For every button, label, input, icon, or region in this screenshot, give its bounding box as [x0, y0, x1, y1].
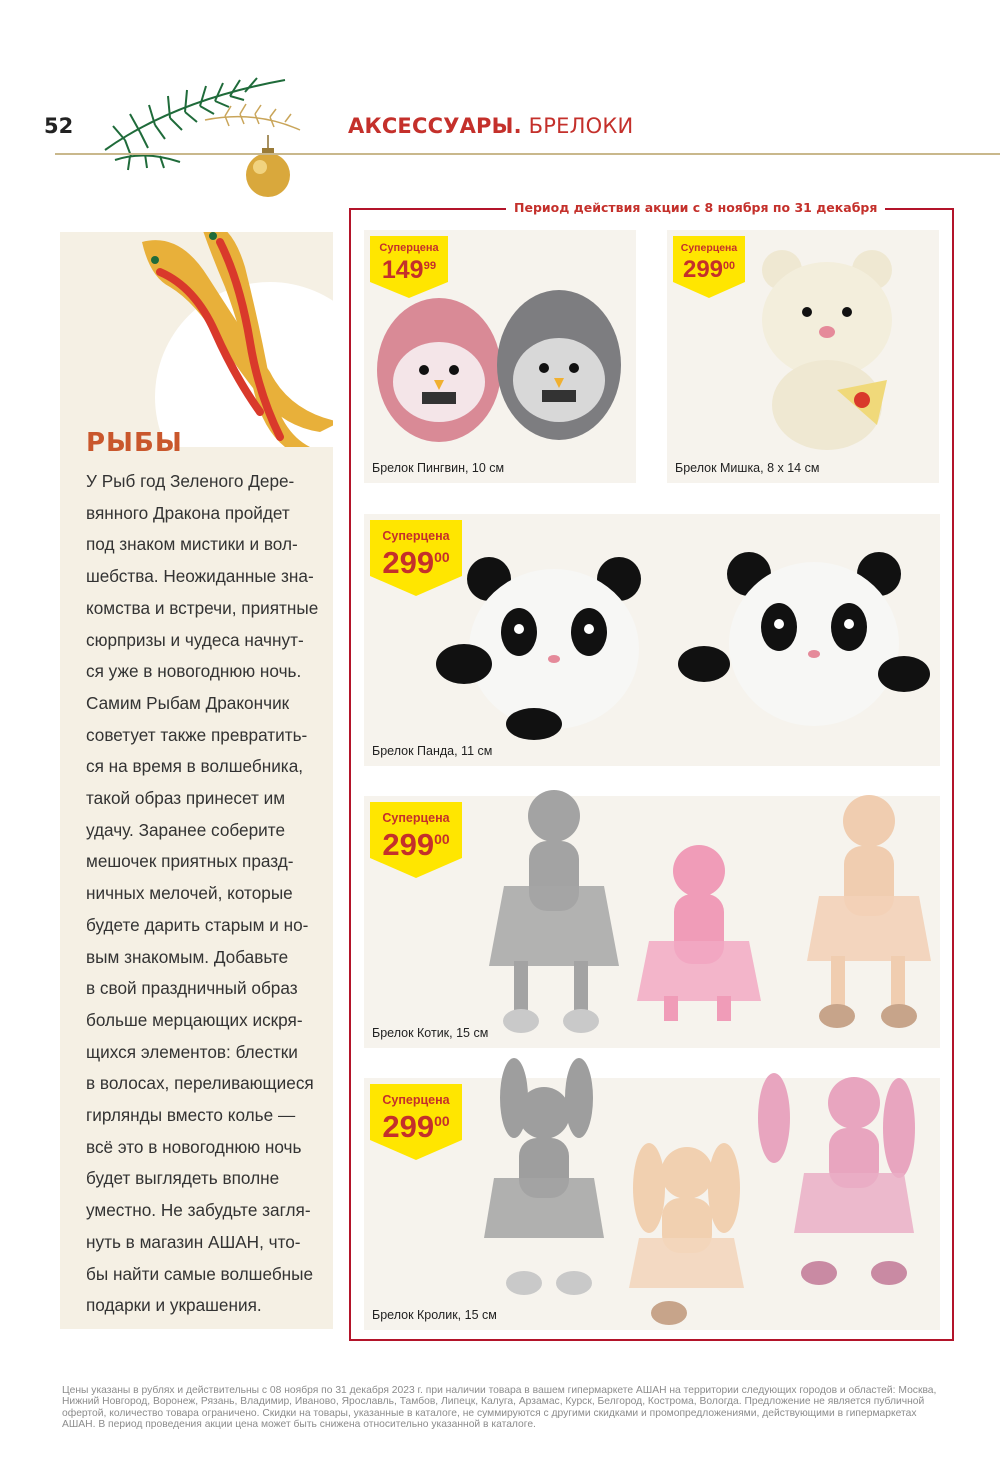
zodiac-panel	[60, 232, 333, 1329]
price-tag	[370, 520, 462, 592]
product-card-penguin[interactable]	[364, 230, 636, 483]
christmas-branch-ornament	[85, 40, 315, 200]
product-card-cat[interactable]	[364, 796, 940, 1048]
price-label: Суперцена	[382, 529, 450, 543]
price-value	[370, 827, 462, 863]
price-tag	[370, 236, 448, 294]
price-kopecks: 00	[434, 1113, 450, 1129]
price-label: Суперцена	[379, 242, 439, 254]
price-value	[673, 256, 745, 284]
price-kopecks: 00	[434, 549, 450, 565]
price-rubles: 299	[382, 1109, 435, 1144]
price-value	[370, 1109, 462, 1145]
product-caption: Брелок Кролик, 15 см	[372, 1308, 497, 1322]
zodiac-title: РЫБЫ	[86, 428, 183, 458]
product-caption: Брелок Панда, 11 см	[372, 744, 493, 758]
price-value	[370, 256, 448, 285]
product-caption: Брелок Мишка, 8 х 14 см	[675, 461, 820, 475]
page-number: 52	[44, 114, 74, 138]
price-label: Суперцена	[382, 811, 450, 825]
price-tag	[370, 802, 462, 874]
cat-toy-image	[459, 776, 939, 1046]
price-label: Суперцена	[680, 242, 738, 254]
price-rubles: 299	[382, 545, 435, 580]
pisces-fish-illustration	[100, 232, 333, 447]
product-caption: Брелок Пингвин, 10 см	[372, 461, 505, 475]
zodiac-description: У Рыб год Зеленого Дере- вянного Дракона пройдет под знаком мистики и вол- шебства. Неожиданные зна- комства и встречи, приятные сюрпризы и чудеса начнут- ся уже в новогоднюю ночь. Самим Рыбам Дракончик советует также превратить- ся на время в волшебника, такой образ принесет им удачу. Заранее соберите мешочек приятных празд- ничных мелочей, которые будете дарить старым и но- вым знакомым. Добавьте в свой праздничный образ больше мерцающих искря- щихся элементов: блестки в волосах, переливающиеся гирлянды вместо колье — всё это в новогоднюю ночь будет выглядеть вполне уместно. Не забудьте загля- нуть в магазин АШАН, что- бы найти самые волшебные подарки и украшения.	[86, 471, 319, 1316]
price-rubles: 149	[381, 256, 424, 284]
product-card-panda[interactable]	[364, 514, 940, 766]
bear-toy-image	[727, 240, 927, 455]
section-title-accent: АКСЕССУАРЫ.	[348, 114, 522, 138]
price-label: Суперцена	[382, 1093, 450, 1107]
price-value	[370, 545, 462, 581]
price-tag	[370, 1084, 462, 1156]
promo-period: Период действия акции с 8 ноября по 31 декабря	[506, 200, 885, 215]
price-kopecks: 00	[723, 260, 736, 272]
price-rubles: 299	[382, 827, 435, 862]
product-card-rabbit[interactable]	[364, 1078, 940, 1330]
price-kopecks: 00	[434, 831, 450, 847]
rabbit-toy-image	[444, 1058, 934, 1328]
section-title	[348, 114, 633, 138]
price-tag	[673, 236, 745, 294]
price-rubles: 299	[682, 256, 724, 283]
price-kopecks: 99	[423, 260, 437, 272]
section-title-sub: БРЕЛОКИ	[528, 114, 634, 138]
product-caption: Брелок Котик, 15 см	[372, 1026, 489, 1040]
legal-footnote: Цены указаны в рублях и действительны с 08 ноября по 31 декабря 2023 г. при наличии товара в вашем гипермаркете АШАН на территории следующих городов и областей: Москва, Нижний Новгород, Воронеж, Рязань, Владимир, Иваново, Ярославль, Тамбов, Липецк, Калуга, Арзамас, Курск, Белгород, Кострома, Вологда. Предложение не является публичной офертой, количество товара ограничено. Скидки на товары, указанные в каталоге, не суммируются с другими скидками и промопредложениями, действующими в гипермаркетах АШАН. В период проведения акции цена может быть снижена относительно указанной в каталоге.	[62, 1385, 937, 1430]
header-divider	[55, 153, 1000, 155]
panda-toy-image	[434, 534, 934, 744]
product-card-bear[interactable]	[667, 230, 939, 483]
